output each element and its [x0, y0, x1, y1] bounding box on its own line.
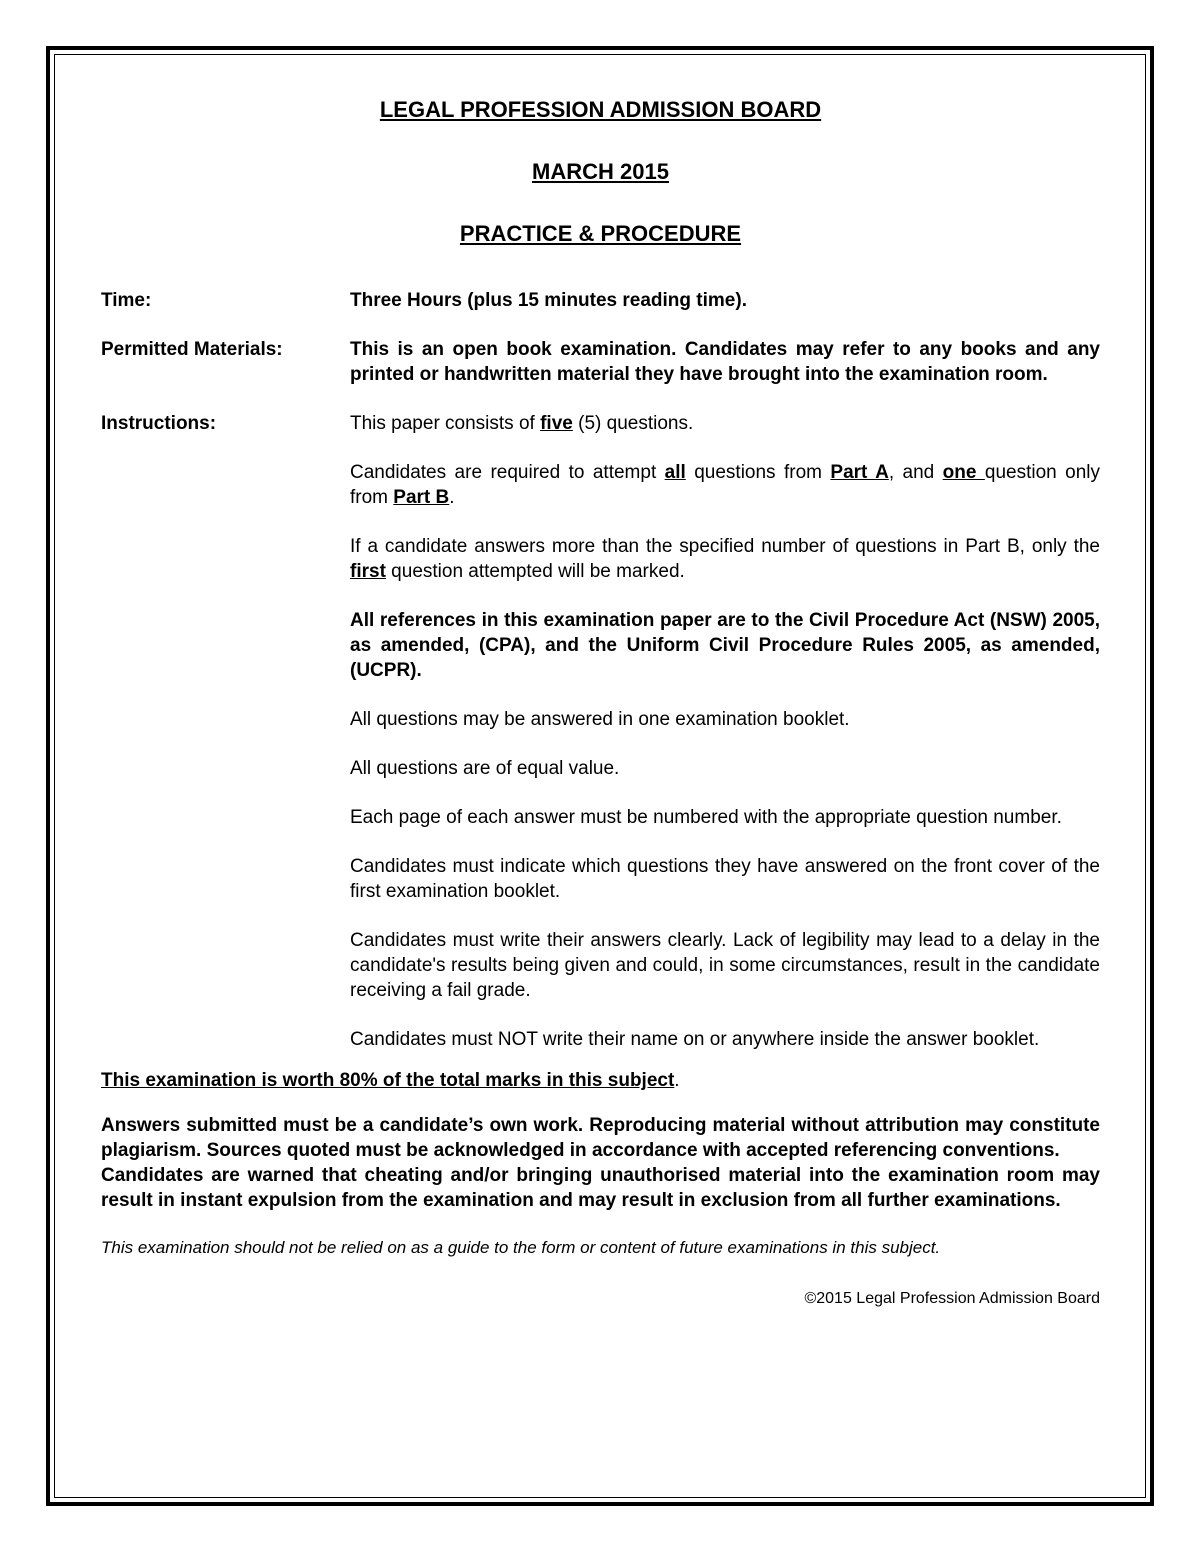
subject-title: PRACTICE & PROCEDURE: [459, 221, 742, 246]
instruction-question-count: This paper consists of five (5) questions.: [350, 413, 694, 434]
plagiarism-warning: Answers submitted must be a candidate’s own work. Reproducing material without attribution may constitute plagiarism. Sources quoted must be acknowledged in accordance with accepted referencing conventions.: [101, 1115, 1100, 1161]
instruction-part-b: If a candidate answers more than the specified number of questions in Part B, only the first question attempted will be marked.: [350, 536, 1100, 582]
time-label: Time:: [101, 290, 152, 311]
cheating-warning: Candidates are warned that cheating and/or bringing unauthorised material into the examination room may result in instant expulsion from the examination and may result in exclusion from all further examinations.: [101, 1165, 1100, 1211]
instructions-row: [101, 411, 1100, 1052]
instruction-parts: Candidates are required to attempt all questions from Part A, and one question only from Part B.: [350, 462, 1100, 508]
instruction-no-name: Candidates must NOT write their name on or anywhere inside the answer booklet.: [350, 1029, 1040, 1050]
copyright: ©2015 Legal Profession Admission Board: [804, 1290, 1100, 1307]
materials-row: [101, 337, 1100, 387]
instruction-references: All references in this examination paper are to the Civil Procedure Act (NSW) 2005, as amended, (CPA), and the Uniform Civil Procedure Rules 2005, as amended, (UCPR).: [350, 610, 1100, 681]
instruction-booklet: All questions may be answered in one examination booklet.: [350, 709, 850, 730]
instructions-list: [350, 411, 1100, 1052]
disclaimer: This examination should not be relied on as a guide to the form or content of future examinations in this subject.: [101, 1238, 941, 1257]
exam-cover: [101, 96, 1100, 1311]
instruction-numbering: Each page of each answer must be numbered with the appropriate question number.: [350, 807, 1062, 828]
materials-label: Permitted Materials:: [101, 339, 283, 360]
instruction-equal-value: All questions are of equal value.: [350, 758, 620, 779]
instructions-label: Instructions:: [101, 413, 217, 434]
worth-statement: This examination is worth 80% of the total marks in this subject.: [101, 1070, 680, 1091]
time-row: [101, 288, 1100, 313]
instruction-legibility: Candidates must write their answers clearly. Lack of legibility may lead to a delay in the candidate's results being given and could, in some circumstances, result in the candidate receiving a fail grade.: [350, 930, 1100, 1001]
time-value: Three Hours (plus 15 minutes reading time).: [350, 290, 747, 311]
materials-value: This is an open book examination. Candidates may refer to any books and any printed or handwritten material they have brought into the examination room.: [350, 339, 1100, 385]
board-title: LEGAL PROFESSION ADMISSION BOARD: [379, 97, 822, 122]
instruction-front-cover: Candidates must indicate which questions they have answered on the front cover of the first examination booklet.: [350, 856, 1100, 902]
exam-date: MARCH 2015: [532, 159, 669, 184]
